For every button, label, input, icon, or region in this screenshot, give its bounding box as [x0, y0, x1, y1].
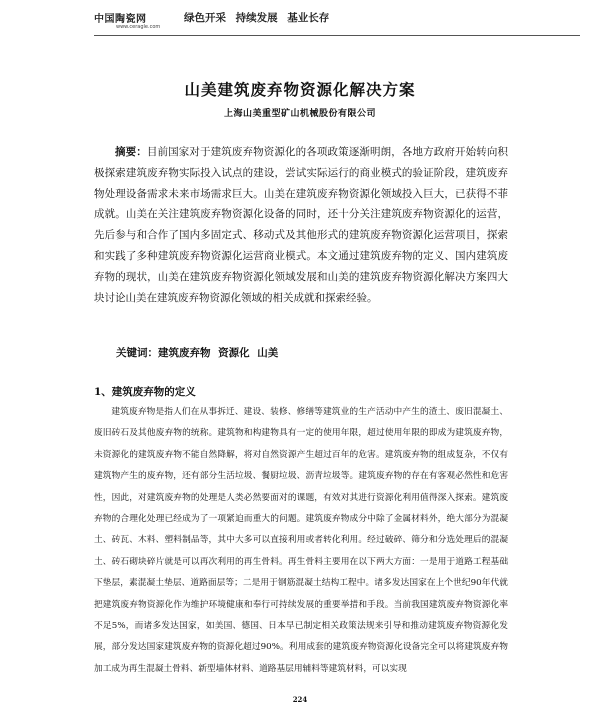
brand-url: www.ceragle.com: [116, 24, 161, 30]
page-number: 224: [292, 695, 308, 704]
abstract-label: 摘要：: [115, 146, 147, 158]
brand-logo: 中国陶瓷网: [94, 14, 147, 25]
article-author: 上海山美重型矿山机械股份有限公司: [223, 109, 376, 119]
keywords-label: 关键词：: [116, 347, 158, 359]
section-heading: 1、建筑废弃物的定义: [94, 386, 196, 398]
header-divider: [94, 35, 580, 36]
section-body: 建筑废弃物是指人们在从事拆迁、建设、装修、修缮等建筑业的生产活动中产生的渣土、废旧混凝土、废旧砖石及其他废弃物的统称。建筑物和构建物具有一定的使用年限，超过使用年限的即成为建筑废弃物，未资源化的建筑废弃物不能自然降解，将对自然资源产生超过百年的危害。建筑废弃物的组成复杂，不仅有建筑物产生的废弃物，还有部分生活垃圾、餐厨垃圾、沥青垃圾等。建筑废弃物的存在有客观必然性和危害性，因此，对建筑废弃物的处理是人类必然要面对的课题，有效对其进行资源化利用值得深入探索。建筑废弃物的合理化处理已经成为了一项紧迫而重大的问题。建筑废弃物成分中除了金属材料外，绝大部分为混凝土、砖瓦、木料、塑料制品等，其中大多可以直接利用或者转化利用。经过破碎、筛分和分选处理后的混凝土、砖石砌块碎片就是可以再次利用的再生骨料。再生骨料主要用在以下两大方面：一是用于道路工程基础下垫层，素混凝土垫层、道路面层等；二是用于钢筋混凝土结构工程中。诸多发达国家在上个世纪90年代就把建筑废弃物资源化作为维护环境健康和奉行可持续发展的重要举措和手段。当前我国建筑废弃物资源化率不足5%，而诸多发达国家，如美国、德国、日本早已制定相关政策法规来引导和推动建筑废弃物资源化发展，部分发达国家建筑废弃物的资源化超过90%。利用成套的建筑废弃物资源化设备完全可以将建筑废弃物加工成为再生混凝土骨料、新型墙体材料、道路基层用辅料等建筑材料，可以实现: [94, 407, 508, 674]
keywords-text: 建筑废弃物 资源化 山美: [158, 347, 279, 359]
slogan: 绿色开采 持续发展 基业长存: [184, 12, 330, 24]
masthead: [94, 10, 554, 36]
abstract: [94, 142, 508, 308]
keywords: [116, 345, 278, 360]
abstract-text: 目前国家对于建筑废弃物资源化的各项政策逐渐明朗，各地方政府开始转向积极探索建筑废弃物实际投入试点的建设，尝试实际运行的商业模式的验证阶段，建筑废弃物处理设备需求未来市场需求巨大。山美在建筑废弃物资源化领域投入巨大，已获得不菲成就。山美在关注建筑废弃物资源化设备的同时，还十分关注建筑废弃物资源化的运营，先后参与和合作了国内多固定式、移动式及其他形式的建筑废弃物资源化运营项目，探索和实践了多种建筑废弃物资源化运营商业模式。本文通过建筑废弃物的定义、国内建筑废弃物的现状，山美在建筑废弃物资源化领域发展和山美的建筑废弃物资源化解决方案四大块讨论山美在建筑废弃物资源化领域的相关成就和探索经验。: [94, 146, 508, 304]
article-title: 山美建筑废弃物资源化解决方案: [184, 80, 416, 99]
